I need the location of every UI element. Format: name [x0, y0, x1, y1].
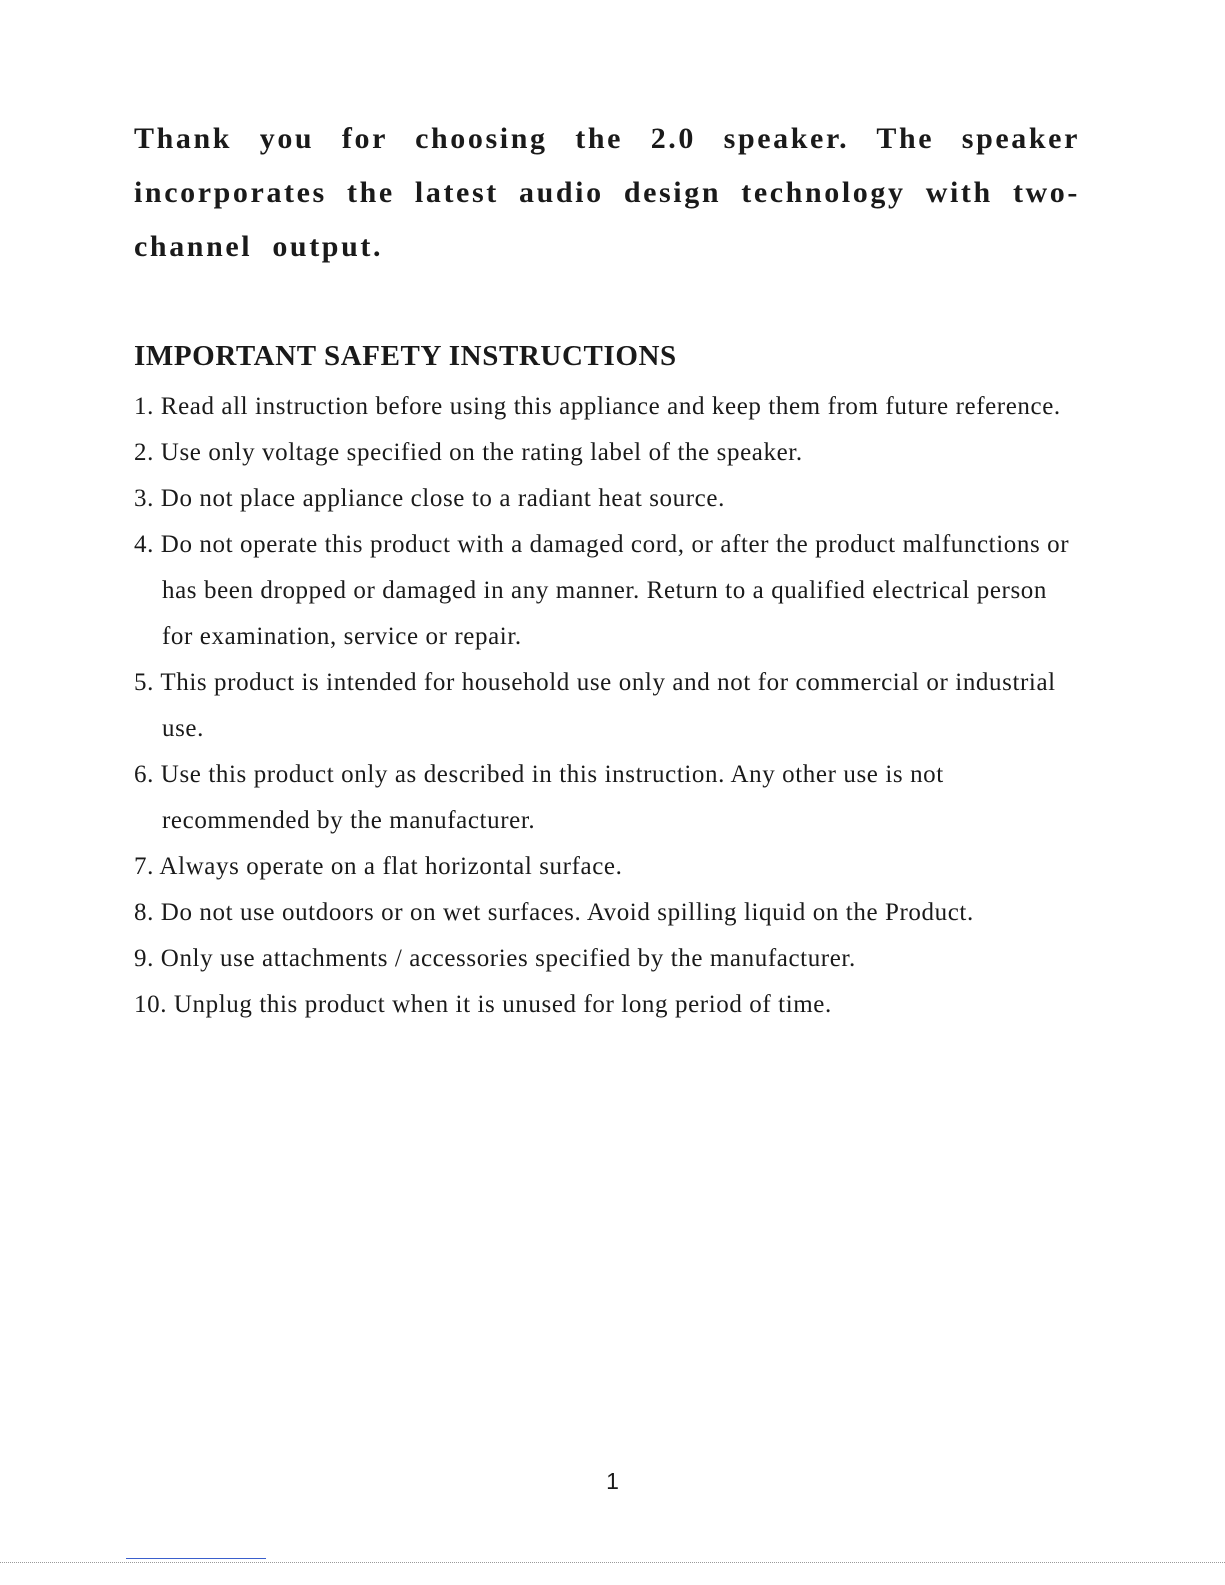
list-item: 1. Read all instruction before using this appliance and keep them from future reference.	[134, 393, 1061, 420]
list-item: 7. Always operate on a flat horizontal surface.	[134, 853, 623, 880]
list-item: 6. Use this product only as described in this instruction. Any other use is not recommended by the manufacturer.	[134, 761, 944, 834]
page-bottom-divider	[0, 1562, 1225, 1563]
list-item: 8. Do not use outdoors or on wet surfaces. Avoid spilling liquid on the Product.	[134, 899, 974, 926]
footer-link-underline	[126, 1558, 266, 1559]
list-item: 10. Unplug this product when it is unused for long period of time.	[134, 991, 832, 1018]
intro-paragraph: Thank you for choosing the 2.0 speaker. The speaker incorporates the latest audio design technology with two-channel output.	[134, 122, 1080, 263]
list-item: 2. Use only voltage specified on the rating label of the speaker.	[134, 439, 803, 466]
safety-instructions-list	[134, 384, 1074, 1028]
list-item: 9. Only use attachments / accessories specified by the manufacturer.	[134, 945, 856, 972]
list-item: 4. Do not operate this product with a damaged cord, or after the product malfunctions or has been dropped or damaged in any manner. Return to a qualified electrical person for examination, service or repair.	[134, 531, 1070, 650]
list-item: 3. Do not place appliance close to a radiant heat source.	[134, 485, 725, 512]
safety-heading: IMPORTANT SAFETY INSTRUCTIONS	[134, 340, 677, 372]
list-item: 5. This product is intended for household use only and not for commercial or industrial use.	[134, 669, 1056, 742]
page-number: 1	[606, 1468, 619, 1494]
